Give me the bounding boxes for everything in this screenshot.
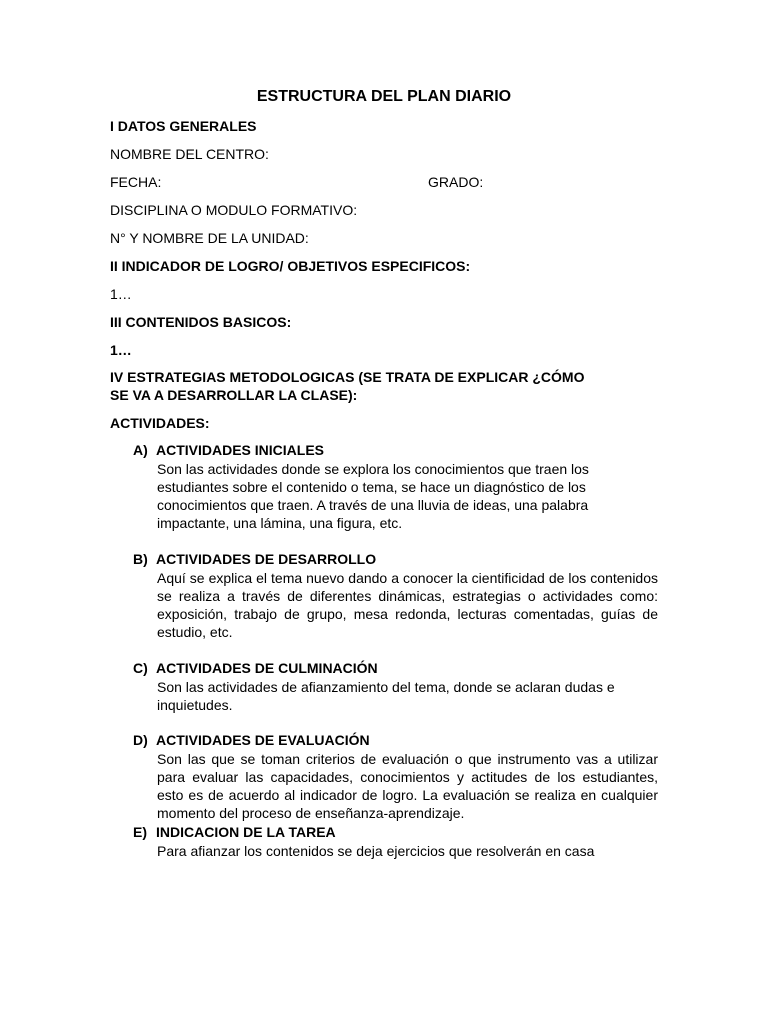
activity-d-letter: D) xyxy=(133,732,148,748)
activity-b-heading xyxy=(133,551,376,567)
section-2-heading: II INDICADOR DE LOGRO/ OBJETIVOS ESPECIFICOS: xyxy=(110,258,471,274)
actividades-label: ACTIVIDADES: xyxy=(110,415,210,431)
activity-a-title: ACTIVIDADES INICIALES xyxy=(156,442,325,458)
activity-e-heading xyxy=(133,824,336,840)
activity-d-title: ACTIVIDADES DE EVALUACIÓN xyxy=(156,732,370,748)
activity-e-title: INDICACION DE LA TAREA xyxy=(156,824,336,840)
activity-c-heading xyxy=(133,660,378,676)
activity-c-text: Son las actividades de afianzamiento del tema, donde se aclaran dudas e inquietudes. xyxy=(157,679,615,713)
section-1-heading: I DATOS GENERALES xyxy=(110,118,257,134)
field-grado: GRADO: xyxy=(428,174,484,190)
activity-b-title: ACTIVIDADES DE DESARROLLO xyxy=(156,551,377,567)
activity-b-letter: B) xyxy=(133,551,148,567)
document-title: ESTRUCTURA DEL PLAN DIARIO xyxy=(256,88,512,105)
field-fecha: FECHA: xyxy=(110,174,162,190)
activity-a-heading xyxy=(133,442,324,458)
section-4-heading-line2: SE VA A DESARROLLAR LA CLASE): xyxy=(110,387,358,403)
field-nombre-centro: NOMBRE DEL CENTRO: xyxy=(110,146,269,162)
activity-a-letter: A) xyxy=(133,442,148,458)
activity-e-letter: E) xyxy=(133,824,147,840)
activity-b-text: Aquí se explica el tema nuevo dando a conocer la cientificidad de los contenidos se realiza a través de diferentes dinámicas, estrategias o actividades como: exposición, trabajo de grupo, mesa redonda, lecturas comentadas, guías de estudio, etc. xyxy=(157,570,658,640)
section-3-heading: III CONTENIDOS BASICOS: xyxy=(110,314,292,330)
activity-c-title: ACTIVIDADES DE CULMINACIÓN xyxy=(156,660,378,676)
activity-d-text: Son las que se toman criterios de evaluación o que instrumento vas a utilizar para evaluar las capacidades, conocimientos y actitudes de los estudiantes, esto es de acuerdo al indicador de logro. La evaluación se realiza en cualquier momento del proceso de enseñanza-aprendizaje. xyxy=(157,751,658,821)
activity-e-text: Para afianzar los contenidos se deja ejercicios que resolverán en casa xyxy=(157,843,595,859)
section-4-heading-line1: IV ESTRATEGIAS METODOLOGICAS (SE TRATA DE EXPLICAR ¿CÓMO xyxy=(110,369,585,385)
activity-c-letter: C) xyxy=(133,660,148,676)
field-unidad: N° Y NOMBRE DE LA UNIDAD: xyxy=(110,230,309,246)
activity-a-text: Son las actividades donde se explora los conocimientos que traen los estudiantes sobre el contenido o tema, se hace un diagnóstico de los conocimientos que traen. A través de una lluvia de ideas, una palabra impactante, una lámina, una figura, etc. xyxy=(157,461,589,531)
activity-d-heading xyxy=(133,732,370,748)
section-3-item: 1… xyxy=(110,342,132,358)
field-disciplina: DISCIPLINA O MODULO FORMATIVO: xyxy=(110,202,358,218)
section-2-item: 1… xyxy=(110,286,132,302)
